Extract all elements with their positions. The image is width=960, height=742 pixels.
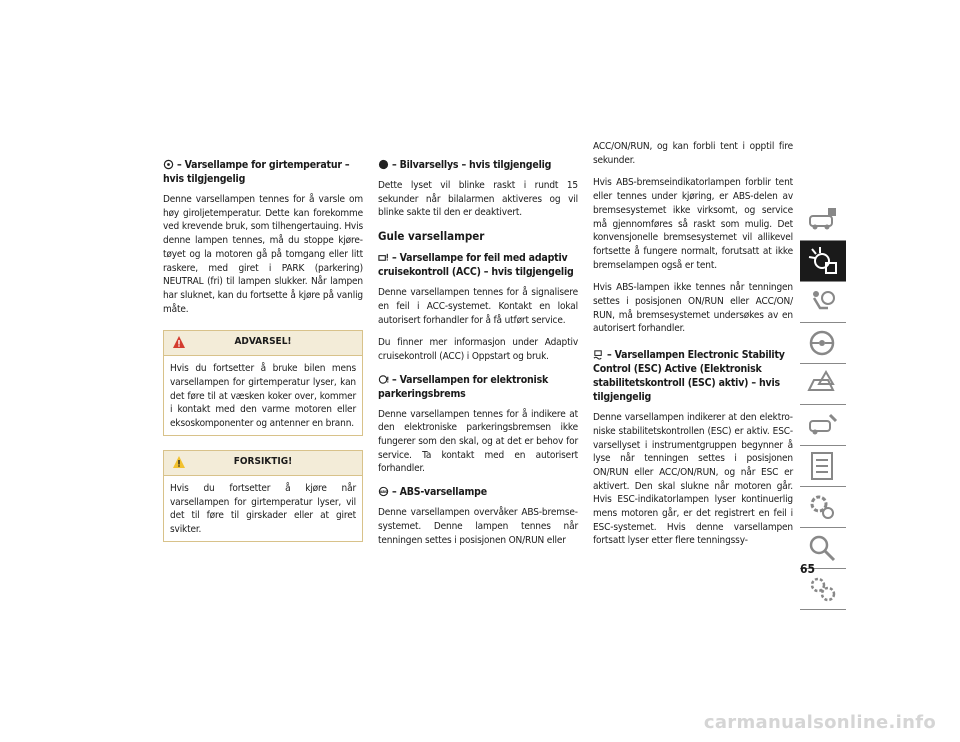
tab-driving[interactable]: [800, 323, 846, 364]
heading-gear-temp: – Varsellampe for girtemperatur – hvis tilgjengelig: [163, 159, 350, 185]
heading-esc: – Varsellampen Electronic Stability Control (ESC) Active (Elektronisk stabilitetskontroll (ESC) aktiv) – hvis tilgjengelig: [593, 349, 785, 404]
paragraph-esc: Denne varsellampen indikerer at den elektroniske stabilitetskontrollen (ESC) er aktiv. ESC-varsellyset i instrumentgruppen begynner å lyse når tenningen settes i posisjonen ON/RUN eller ACC/ON/RUN, og når ESC er aktivert. Den skal slukne når motoren går. Hvis ESC-indikatorlampen lyser kontinuerlig mens motoren går, er det registrert en feil i ESC-systemet. Hvis denne varsellampen fortsatt lyser etter flere tenningssy-: [593, 412, 793, 547]
paragraph-acc-2: Du finner mer informasjon under Adaptiv cruisekontroll (ACC) i Oppstart og bruk.: [378, 337, 578, 362]
tab-safety[interactable]: [800, 282, 846, 323]
warning-title: ADVARSEL!: [234, 336, 292, 348]
heading-abs: ABS – ABS-varsellampe: [379, 486, 487, 499]
tab-multimedia[interactable]: [800, 487, 846, 528]
parking-brake-icon: [378, 374, 389, 385]
airbag-icon: [806, 286, 838, 318]
tab-service[interactable]: [800, 405, 846, 446]
warning-light-icon: [806, 245, 838, 277]
heading-vehicle-alarm: – Bilvarsellys – hvis tilgjengelig: [378, 158, 578, 172]
paragraph-abs-cont: ACC/ON/RUN, og kan forbli tent i opptil fire sekunder.: [593, 141, 793, 166]
caution-text: Hvis du fortsetter å kjøre når varsellampen for girtemperatur lyser, vil det til føre til girskader eller at giret svikter.: [170, 482, 356, 535]
search-index-icon: [806, 532, 838, 564]
heading-epb: – Varsellampen for elektronisk parkeringsbrems: [378, 373, 549, 400]
warning-box: [163, 330, 363, 436]
gear-temperature-icon: [163, 159, 174, 170]
section-heading-yellow: Gule varsellamper: [378, 229, 485, 244]
esc-active-icon: [593, 349, 604, 360]
paragraph-vehicle-alarm: Dette lyset vil blinke raskt i rundt 15 sekunder når bilalarmen aktiveres og vil blinke sakte til den er deaktivert.: [378, 180, 578, 219]
paragraph-acc-1: Denne varsellampen tennes for å signalisere en feil i ACC-systemet. Kontakt en lokal autorisert forhandler for å få utført service.: [378, 287, 578, 326]
alarm-dot-icon: [378, 159, 389, 170]
warning-text: Hvis du fortsetter å bruke bilen mens varsellampen for girtemperatur lyser, kan det føre til at væsken koker over, kommer i kontakt med den varme motoren eller eksoskomponenter og antenner en brann.: [170, 363, 356, 430]
abs-icon: [378, 486, 389, 497]
paragraph-abs-indicator: Hvis ABS-bremseindikatorlampen forblir tent eller tennes under kjøring, er ABS-delen av bremsesystemet ikke virksomt, og service må gjennomføres så raskt som mulig. Det konvensjonelle bremsesystemet vil allikevel fortsette å fungere normalt, forutsatt at ikke bremselampen også er tent.: [593, 177, 793, 271]
page-number: 65: [800, 562, 816, 576]
car-service-icon: [806, 409, 838, 441]
column-2: [378, 158, 578, 556]
multimedia-gear-icon: [806, 573, 838, 605]
paragraph-epb: Denne varsellampen tennes for å indikere at den elektroniske parkeringsbremsen ikke fungerer som den skal, og at det er behov for service. Ta kontakt med en autorisert forhandler.: [378, 408, 578, 475]
car-info-icon: [806, 204, 838, 236]
chapter-sidebar: [800, 200, 846, 610]
car-crash-icon: [806, 368, 838, 400]
heading-acc: – Varsellampe for feil med adaptiv cruisekontroll (ACC) – hvis tilgjengelig: [378, 252, 574, 279]
paragraph-abs-lamp: Hvis ABS-lampen ikke tennes når tenningen settes i posisjonen ON/RUN eller ACC/ON/ RUN, må bremsesystemet undersøkes av en autorisert forhandler.: [593, 282, 793, 335]
column-1: [163, 158, 363, 554]
caution-box: [163, 450, 363, 542]
acc-fault-icon: [378, 252, 389, 263]
caution-title: FORSIKTIG!: [233, 455, 293, 467]
paragraph-gear-temp: Denne varsellampen tennes for å varsle om høy giroljetemperatur. Dette kan forekomme ved krevende bruk, som tilhengertauing. Hvis denne lampen tennes, må du stoppe kjøretøyet og la motoren gå på tomgang eller litt raskere, med giret i PARK (parkering) NEUTRAL (fri) til lampen slukker. Når lampen har sluknet, kan du fortsette å kjøre på vanlig måte.: [163, 194, 363, 315]
tab-specifications[interactable]: [800, 446, 846, 487]
tab-emergency[interactable]: [800, 364, 846, 405]
paragraph-abs: Denne varsellampen overvåker ABS-bremsesystemet. Denne lampen tennes når tenningen settes i posisjonen ON/RUN eller: [378, 507, 578, 546]
column-3: [593, 140, 793, 557]
spec-list-icon: [806, 450, 838, 482]
footer-watermark: carmanualsonline.info: [703, 712, 936, 733]
svg-text:ABS: ABS: [379, 490, 388, 495]
tab-car-info[interactable]: [800, 200, 846, 241]
settings-gear-icon: [806, 491, 838, 523]
steering-wheel-icon: [806, 327, 838, 359]
tab-warning-lights[interactable]: [800, 241, 846, 282]
